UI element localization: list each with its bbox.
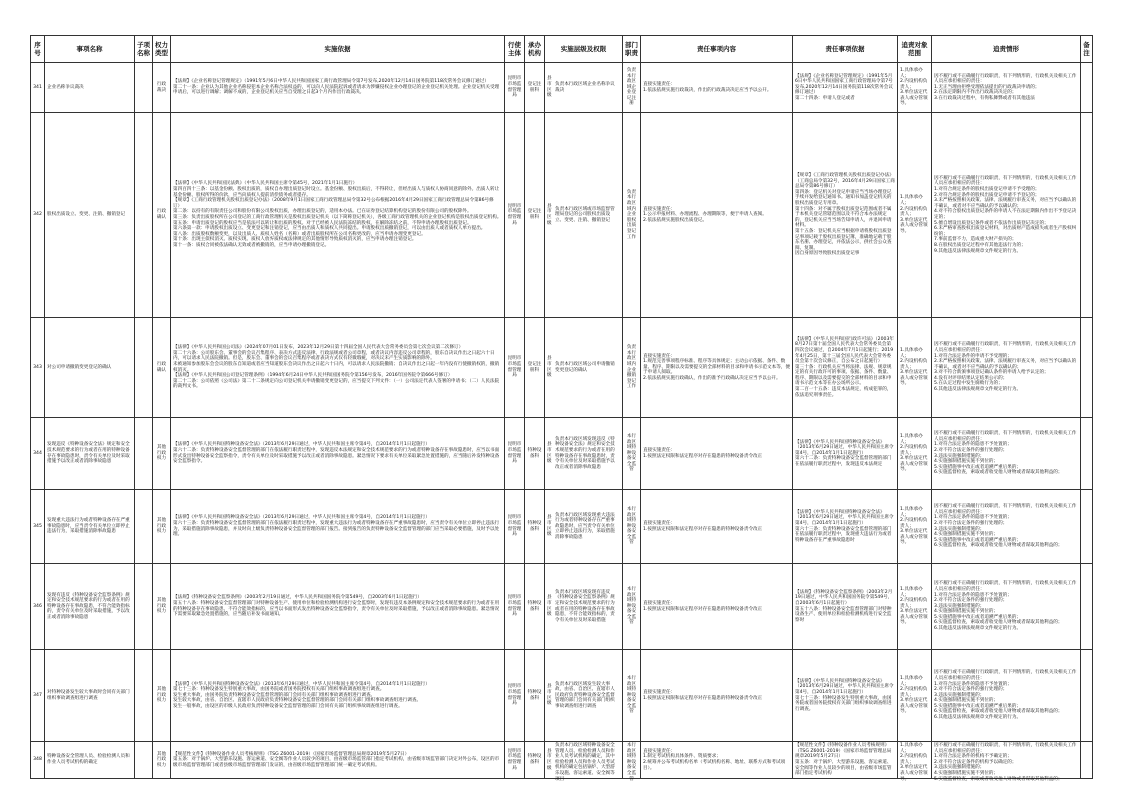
cell-unit: [623, 564, 641, 650]
cell-duty: [641, 318, 793, 418]
cell-situation-text: 因不履行或不正确履行行政职责，有下列情形的，行政机关及相关工作人员应承担相应的责任： 1.对符合法定条件的隐患不予处置的； 2.对不符合法定条件的强行处理的； 3.违法实施强制措施的； 4.实施强制措施实施不到位的； 5.实施措施事中改正或者追溯严重后果的； 6.实施监督检查，索取或者收受他人财物或者谋取其他利益的；: [934, 431, 1077, 476]
cell-duty-basis: [793, 318, 898, 418]
cell-note: [1081, 318, 1093, 418]
cell-name: [45, 490, 135, 564]
cell-basis-text: 【法律】《中华人民共和国特种设备安全法》（2013年6月29日通过，中华人民共和国主席令第4号，自2014年1月1日起施行） 第七十三条：特种设备发生特别重大事故，由国务院或者国务院授权有关部门组织事故调查组进行调查。 发生重大事故，由国务院负责特种设备安全监督管理的部门会同有关部门组织事故调查组进行调查。 发生较大事故，由省、自治区、直辖市人民政府负责特种设备安全监督管理的部门会同有关部门组织事故调查组进行调查。 发生一般事故，由设区的市级人民政府负责特种设备安全监督管理的部门会同有关部门组织事故调查组进行调查。: [173, 681, 430, 709]
cell-scope-text: 负责本行政区域公司申请撤销变更登记的确认: [555, 361, 615, 373]
cell-target-text: 1.具体承办人； 2.内设机构负责人； 3.单位法定代表人或分管领导。: [900, 675, 928, 715]
cell-situation-text: 因不履行或不正确履行行政职责，有下列情形的，行政机关及相关工作人员应承担相应的责任： 1.无正当理由拒绝受理依法提出的行政裁决申请的； 2.在法定期限内不作出行政裁决决定的； 3.在行政裁决过程中，有徇私舞弊或者有其他违法: [934, 73, 1077, 101]
header-duty-basis: 责任事项依据: [793, 36, 898, 63]
cell-level-text: 县市区级: [547, 515, 552, 538]
cell-duty-text: 直接实施责任： 1.依法依规实施行政裁决，作出的行政裁决决定应当予以公开。: [643, 81, 772, 93]
cell-name-text: 发现违反《特种设备安全法》规定和安全技术规范要求的行为或者在用的特种设备存在事故隐患时，责令有关单位及时采取措施予以改正或者消除事故隐患: [47, 442, 130, 465]
cell-duty-basis-text: 【法律】《中华人民共和国特种设备安全法》（2013年6月29日通过，中华人民共和国主席令第4号，自2014年1月1日起施行） 第六十二条：负责特种设备安全监督管理的部门在依法履行职责过程中，发现违反本法规定: [795, 439, 894, 467]
cell-target-text: 1.具体承办人； 2.内设机构负责人； 3.单位法定代表人或分管领导。: [900, 586, 928, 626]
cell-basis-text: 【法律】《中华人民共和国民法典》（中华人民共和国主席令第45号，2021年1月1日施行） 第四百四十三条：以基金份额、股权出质的，质权自办理出质登记时设立。基金份额、股权出质后，不得转让，但经出质人与质权人协商同意的除外。出质人转让基金份额、股权所得的价款，应当向质权人提前清偿债务或者提存。 【规章】《工商行政管理机关股权出质登记办法》（2008年9月1日国家工商行政管理总局令第32号公布根据2016年4月29日国家工商行政管理总局令第86号修订） 第二条：以持有的有限责任公司和股份有限公司股权出质，办理出质登记的，适用本办法。已在证券登记结算机构登记的股份有限公司的股权除外。 第三条：负责出质股权所在公司登记的工商行政管理机关是股权出质登记机关（以下简称登记机关），各级工商行政管理机关的企业登记机构是股权出质登记机构。 第五条：申请出质登记的股权应当是依法可以转让和出质的股权。对于已经被人民法院冻结的股权，在解除冻结之前，不得申请办理股权出质登记。 第六条第一款：申请股权出质设立、变更登记和注销登记，应当由出质人和质权人共同提出。申请股权出质撤销登记，可以由出质人或者质权人单方提出。 第八条：出质股权数额变更，以及出质人、质权人姓名（名称）或者出质股权所在公司名称更改的，应当申请办理变更登记。 第十条：出现主债权消灭、质权实现、质权人放弃质权或法律规定的其他情形导致质权消灭的，应当申请办理注销登记。 第十一条：质权合同被依法确认无效或者被撤销的，应当申请办理撤销登记。: [173, 181, 502, 248]
cell-dept: 特种设备科: [525, 650, 545, 742]
cell-level: [545, 113, 623, 318]
cell-unit-text: 本行政区域特种设备安全监管: [626, 586, 637, 626]
cell-scope-text: 负责本行政区域发生较大事故，由省、自治区、直辖市人民政府负责特种设备安全监督管理的部门会同有关部门组织事故调查组进行调查: [555, 681, 615, 709]
cell-target: [898, 63, 932, 113]
cell-subject: 昆明市市场监督管理局: [505, 650, 525, 742]
cell-type: 其他行政权力: [153, 742, 171, 779]
cell-target: [898, 564, 932, 650]
cell-target: [898, 418, 932, 490]
cell-name: [45, 742, 135, 779]
cell-unit: [623, 113, 641, 318]
cell-basis-text: 【规范性文件】《特种设备作业人员考核规则》（TSG Z6001-2019）（国家市场监督管理总局规章2019年5月27日） 第五条：对于锅炉、大型游乐设施、客运索道、安全阀等作业人员较少的项目，由省级市场监管部门指定考试机构，由省级市场监管部门决定对外公布，设区的市级市场监督管理部门或者县级市场监督管理部门发证的，由省级市场监督管理部门统一确定考试机构。: [173, 751, 500, 768]
cell-basis: [171, 564, 505, 650]
cell-type: 其他行政权力: [153, 490, 171, 564]
cell-situation-text: 因不履行或不正确履行行政职责，有下列情形的，行政机关及相关工作人员应承担相应的责任： 1.对符合法定条件的隐患不予处置的； 2.对不符合法定条件的强行处理的； 3.违法实施强制措施的； 4.实施强制措施实施不到位的； 5.实施措施事中改正或者追溯严重后果的； 6.实施监督检查，索取或者收受他人财物或者谋取其他利益的； 6.其他违反法律法规规章文件规定的行为。: [934, 670, 1077, 721]
cell-target-text: 1.具体承办人； 2.内设机构负责人； 3.单位法定代表人或分管领导。: [900, 506, 928, 546]
cell-name: 股权出质设立、变更、注销、撤销登记: [45, 113, 135, 318]
cell-note: [1081, 650, 1093, 742]
cell-seq: 344: [31, 418, 45, 490]
cell-unit-text: 本行政区域特种设备安全监管: [626, 433, 637, 473]
cell-target-text: 1.具体承办人； 2.内设机构负责人； 3.单位法定代表人或分管领导。: [900, 195, 928, 234]
cell-subject: 昆明市市场监督管理局: [505, 490, 525, 564]
cell-subject: 昆明市市场监督管理局: [505, 63, 525, 113]
cell-level-text: 县市区级: [547, 203, 552, 226]
cell-unit-text: 负责本行政区域内企业股权出质登记工作: [626, 189, 637, 240]
cell-duty: [641, 418, 793, 490]
header-row: [31, 36, 1093, 63]
cell-duty: [641, 564, 793, 650]
cell-seq: 346: [31, 564, 45, 650]
cell-dept: 登记注册科: [525, 318, 545, 418]
header-type: 权力类型: [153, 36, 171, 63]
cell-level: [545, 564, 623, 650]
cell-subject: 昆明市市场监督管理局: [505, 113, 525, 318]
cell-situation-text: 因不履行或不正确履行行政职责，有下列情形的，行政机关及相关工作人员应承担相应的责任： 1.对符合法定条件的隐患不予处置的； 2.对不符合法定条件的强行处理的； 3.违法实施强制措施的； 4.实施强制措施实施不到位的； 5.实施措施事中改正或者追溯严重后果的； 6.实施监督检查，索取或者收受他人财物或者谋取其他利益的；: [934, 504, 1077, 549]
cell-basis-text: 【法律】《中华人民共和国特种设备安全法》（2013年6月29日通过，中华人民共和国主席令第4号，自2014年1月1日起施行） 第六十三条：负责特种设备安全监督管理的部门在依法履行职责过程中，发现重大违法行为或者特种设备存在严重事故隐患时，应当责令有关单位立即停止违法行为，采取措施消除事故隐患，并及时向上级负责特种设备安全监督管理的部门报告。接到报告的负责特种设备安全监督管理的部门应当采取必要措施，及时予以处理。: [173, 515, 500, 538]
cell-unit: [623, 742, 641, 782]
cell-target: [898, 318, 932, 418]
cell-situation: [932, 742, 1081, 782]
cell-seq: 345: [31, 490, 45, 564]
cell-situation: [932, 318, 1081, 418]
table-row-346: [31, 564, 1093, 650]
cell-subname: [135, 742, 153, 779]
cell-duty-basis-text: 【法规】《特种设备安全监察条例》（2003年2月19日通过，中华人民共和国国务院令第549号，自2003年6月1日起施行） 第五十八条：特种设备安全监督管理部门对特种设备生产、使用单位和检验检测机构进行安全监察时: [795, 589, 893, 623]
table-row-345: [31, 490, 1093, 564]
header-duty: 责任事项内容: [641, 36, 793, 63]
cell-subject: 昆明市市场监督管理局: [505, 564, 525, 650]
cell-level-text: 县市区级: [547, 595, 552, 618]
cell-basis: [171, 318, 505, 418]
cell-subject: 昆明市市场监督管理局: [505, 418, 525, 490]
cell-level: [545, 63, 623, 113]
cell-scope-text: 负责本行政区域企业名称争议裁决: [555, 81, 615, 93]
cell-basis: [171, 742, 505, 779]
cell-duty-basis: [793, 564, 898, 650]
cell-duty-text: 直接实施责任： 1.按照法定权限和法定程序对存在隐患的特种设备责令改正: [643, 600, 763, 612]
cell-scope-text: 负责本行政区域发现有违反《特种设备安全监察条例》规定和安全技术规范要求的行为或者在用的特种设备存在事故隐患，不符合能效指标的，责令有关单位及时采取措施: [555, 589, 615, 623]
table-row-341: [31, 63, 1093, 113]
cell-note: [1081, 742, 1093, 779]
cell-note: [1081, 63, 1093, 113]
cell-situation-text: 因不履行或不正确履行行政职责，有下列情形的，行政机关及相关工作人员应承担相应的责任： 1.对符合规定条件的股权出质登记申请不予受理的； 2.对符合规定条件的股权出质登记申请不予登记的； 3.未严格按照相关政策、法律、法规履行审查义务，对应当予以确认的不确认，或者对不应当确认的予以确认的； 4.对不符合股权出质登记条件的申请人不在法定期限内作出不予登记决定的； 5.擅自增设出质登记条件或者不依法作出质登记决定的； 6.未严格审查股权出质登记材料，对出质财产造成损失或者生产股权纠纷的； 7.事前监督不力，造成重大财产损失的； 8.在股权出质登记过程中有其他违法行为的； 9.其他违反法律法规规章文件规定的行为。: [934, 175, 1077, 254]
cell-unit-text: 负责本行政区域内企业撤销登记工作: [626, 345, 637, 390]
cell-situation-text: 因不履行或不正确履行行政职责，有下列情形的，行政机关及相关工作人员应承担相应的责任： 1.对符合法定条件的机构不予确定的； 2.对不符合法定条件的机构予以确定的； 3.违法实施强制措施的； 4.实施强制措施实施不到位的； 5.实施监督检查，索取或者收受他人财物或者谋取其他利益的；: [934, 743, 1077, 782]
cell-note: [1081, 113, 1093, 318]
cell-type: 行政确认: [153, 113, 171, 318]
cell-dept: 登记注册科: [525, 63, 545, 113]
cell-level-text: 县市区级: [547, 76, 552, 99]
cell-unit: [623, 318, 641, 418]
cell-seq: 348: [31, 742, 45, 779]
cell-basis-text: 【法律】《中华人民共和国公司法》（2024年07月01日发布，2023年12月29日第十四届全国人民代表大会常务委员会第七次会议第二次修订） 第二十六条：公司股东会、董事会的会议召集程序、表决方式违反法律、行政法规或者公司章程，或者决议内容违反公司章程的，股东自决议作出之日起六十日内，可以请求人民法院撤销。但是，股东会、董事会的会议召集程序或者表决方式仅有轻微瑕疵，对决议未产生实质影响的除外。 未被通知参加股东会会议的股东自知道或者应当知道股东会决议作出之日起六十日内，可以请求人民法院撤销；自决议作出之日起一年内没有行使撤销权的，撤销权消灭。 【法规】《中华人民共和国公司登记管理条例》（1994年6月24日中华人民共和国国务院令第156号发布，2016年国务院令第666号修订） 第二十二条：公司依照《公司法》第二十二条规定向公司登记机关申请撤销变更登记的，应当提交下列文件：（一）公司法定代表人签署的申请书；（二）人民法院的裁判文书。: [173, 345, 500, 390]
table-row-342: [31, 113, 1093, 318]
cell-duty-basis: [793, 650, 898, 742]
cell-basis-text: 【法规】《企业名称登记管理规定》（1991年5月6日中华人民共和国国家工商行政管理局令第7号发布,2020年12月14日国务院第118次常务会议修订通过） 第二十一条：企业认为其他企业名称侵犯本企业名称合法权益的，可以向人民法院起诉或者请求为涉嫌侵权企业办理登记的企业登记机关处理。企业登记机关受理申请后，可以进行调解；调解不成的，企业登记机关应当自受理之日起3个月内作出行政裁决。: [173, 79, 500, 96]
header-situation: 追责情形: [932, 36, 1081, 63]
cell-duty: [641, 113, 793, 318]
table-row-344: [31, 418, 1093, 490]
cell-note: [1081, 564, 1093, 650]
cell-duty-basis: [793, 490, 898, 564]
cell-duty: [641, 742, 793, 779]
header-name: 事项名称: [45, 36, 135, 63]
cell-scope-text: 负责本行政区域发现重大违法行为或者特种设备存在严重事故隐患时，应当责令有关单位立即停止违法行为，采取措施消除事故隐患: [555, 512, 615, 540]
power-list-sheet: [30, 35, 1092, 782]
cell-unit-text: 本行政区域特种设备安全监管: [626, 743, 637, 782]
header-level: 实施层级及权限: [545, 36, 623, 63]
cell-type: 其他行政权力: [153, 418, 171, 490]
cell-level-text: 县市区级: [547, 356, 552, 379]
cell-situation: [932, 650, 1081, 742]
cell-target-text: 1.具体承办人； 2.内设机构负责人； 3.单位法定代表人或分管领导。: [900, 743, 928, 782]
cell-duty-basis: [793, 418, 898, 490]
table-row-343: [31, 318, 1093, 418]
header-unit: 部门职责: [623, 36, 641, 63]
table-row-348: [31, 742, 1093, 779]
cell-subname: [135, 418, 153, 490]
cell-dept-text: 特种设备科: [527, 754, 542, 765]
cell-basis-text: 【法规】《特种设备安全监察条例》（2003年2月19日通过，中华人民共和国国务院令第549号，自2003年6月1日起施行） 第五十八条：特种设备安全监督管理部门对特种设备生产、使用单位和检验检测机构进行安全监察时，发现有违反本条例规定和安全技术规范要求的行为或者在用的特种设备存在事故隐患、不符合能效指标的，应当以书面形式发出特种设备安全监察指令，责令有关单位及时采取措施，予以改正或者消除事故隐患。紧急情况下需要采取紧急处置措施的，应当随后补发书面通知。: [173, 595, 500, 618]
cell-duty-basis-text: 【法律】《中华人民共和国特种设备安全法》（2013年6月29日通过，中华人民共和国主席令第4号，自2014年1月1日起施行） 第六十三条：负责特种设备安全监督管理的部门在依法履行职责过程中，发现重大违法行为或者特种设备存在严重事故隐患时: [795, 509, 894, 543]
cell-unit-text: 本行政区域特种设备安全监管: [626, 675, 637, 715]
cell-duty: [641, 490, 793, 564]
cell-level-text: 县市区级: [547, 748, 552, 771]
cell-duty-basis: [793, 113, 898, 318]
cell-subname: [135, 564, 153, 650]
cell-duty-basis-text: 【法律】《中华人民共和国行政许可法》（2003年8月27日第十届全国人民代表大会常务委员会第四次会议通过，自2004年7月1日起施行；2019年4月25日，第十三届全国人民代表大会常务委员会第十次会议修正，自公布之日起施行） 第三十条：行政机关应当将法律、法规、规章规定的有关行政许可的事项、依据、条件、数量、程序、期限以及需要提交的全部材料的目录和申请书示范文本等在办公场所公示。 第二百一十五条：违反本法规定，构成犯罪的，依法追究刑事责任。: [795, 336, 894, 398]
cell-subname: [135, 490, 153, 564]
cell-duty-text: 直接实施责任： 1.按照法定权限和法定程序对存在隐患的特种设备责令改正: [643, 520, 763, 532]
cell-name: [45, 650, 135, 742]
table-row-347: [31, 650, 1093, 742]
cell-level: [545, 418, 623, 490]
cell-note: [1081, 418, 1093, 490]
cell-level-text: 县市区级: [547, 684, 552, 707]
cell-seq: 341: [31, 63, 45, 113]
cell-type: 其他行政权力: [153, 564, 171, 650]
cell-subject-text: 昆明市市场监督管理局: [507, 748, 522, 771]
cell-duty-basis: [793, 63, 898, 113]
cell-situation-text: 因不履行或不正确履行行政职责，有下列情形的，行政机关及相关工作人员应承担相应的责任： 1.对符合法定条件的申请不予受理的； 2.未严格按照相关政策、法律、法规履行审查义务，对应当予以确认的不确认，或者对不应当确认的予以确认的； 3.对不符合新颁事项登记确认条件的申请人给予认定的； 4.没有对评审结果认定结果公示的； 5.在认定过程中发生腐败行为的； 6.其他违反法律法规规章文件规定的行为。: [934, 342, 1077, 393]
cell-basis-text: 【法律】《中华人民共和国特种设备安全法》（2013年6月29日通过，中华人民共和国主席令第4号，自2014年1月1日起施行） 第六十二条：负责特种设备安全监督管理的部门在依法履行职责过程中，发现违反本法规定和安全技术规范要求的行为或者特种设备存在事故隐患时，应当以书面形式发出特种设备安全监察指令，责令有关单位及时采取措施予以改正或者消除事故隐患。紧急情况下要求有关单位采取紧急处置措施的，应当随后补发特种设备安全监察指令。: [173, 442, 500, 465]
cell-situation: [932, 113, 1081, 318]
cell-seq: 343: [31, 318, 45, 418]
cell-subname: [135, 113, 153, 318]
cell-unit: [623, 650, 641, 742]
cell-level: [545, 742, 623, 782]
cell-duty: [641, 63, 793, 113]
cell-subname: [135, 318, 153, 418]
cell-seq: 347: [31, 650, 45, 742]
cell-target-text: 1.具体承办人； 2.内设机构负责人； 3.单位法定代表人或分管领导。: [900, 433, 928, 473]
cell-subname: [135, 650, 153, 742]
cell-duty-text: 直接实施责任： 1.按照法定权限和法定程序对存在隐患的特种设备责令改正: [643, 689, 763, 701]
cell-subject: 昆明市市场监督管理局: [505, 318, 525, 418]
header-subname: 子项名称: [135, 36, 153, 63]
cell-target-text: 1.具体承办人； 2.内设机构负责人； 3.单位法定代表人或分管领导。: [900, 347, 928, 387]
cell-duty-basis-text: 【法规】《企业名称登记管理规定》（1991年5月6日中华人民共和国国家工商行政管理局令第7号发布,2020年12月14日国务院第118次常务会议修订通过） 第二十四条：申请人登记或者: [795, 73, 893, 101]
cell-dept: 特种设备科: [525, 418, 545, 490]
cell-type: 其他行政权力: [153, 650, 171, 742]
cell-target-text: 1.具体承办人； 2.内设机构负责人； 3.单位法定代表人或分管领导。: [900, 67, 928, 107]
cell-situation: [932, 63, 1081, 113]
cell-dept: 特种设备科: [525, 564, 545, 650]
cell-unit: [623, 490, 641, 564]
header-basis: 实施依据: [171, 36, 505, 63]
cell-basis: [171, 113, 505, 318]
cell-target: [898, 490, 932, 564]
cell-duty-basis-text: 【法律】《中华人民共和国特种设备安全法》（2013年6月29日通过，中华人民共和国主席令第4号，自2014年1月1日起施行） 第七十三条：特种设备发生特别重大事故，由国务院或者国务院授权有关部门组织事故调查组进行调查。: [795, 678, 894, 712]
cell-level: [545, 490, 623, 564]
cell-duty-text: 直接实施责任： 1.制定考试机构具体条件、资质要求； 2.统筹并公布考试机构名单（考试机构名称、地址、联系方式和考试项目）。: [643, 748, 786, 771]
cell-unit-text: 本行政区域特种设备安全监管: [626, 506, 637, 546]
cell-situation: [932, 490, 1081, 564]
cell-name: 对公司申请撤销变更登记的确认: [45, 318, 135, 418]
cell-name: [45, 564, 135, 650]
cell-situation-text: 因不履行或不正确履行行政职责，有下列情形的，行政机关及相关工作人员应承担相应的责任： 1.对符合法定条件的隐患不予处置的； 2.对不符合法定条件的强行处理的； 3.违法实施强制措施的； 4.实施强制措施实施不到位的； 5.实施措施事中改正或者追溯严重后果的； 6.实施监督检查，索取或者收受他人财物或者谋取其他利益的； 6.其他违反法律法规规章文件规定的行为。: [934, 581, 1077, 632]
cell-level: [545, 318, 623, 418]
cell-type: 行政确认: [153, 318, 171, 418]
cell-name: [45, 418, 135, 490]
cell-unit: [623, 418, 641, 490]
cell-situation: [932, 418, 1081, 490]
cell-unit: [623, 63, 641, 113]
cell-subject: [505, 742, 525, 779]
header-seq: 序号: [31, 36, 45, 63]
cell-duty-basis: [793, 742, 898, 779]
cell-duty: [641, 650, 793, 742]
cell-basis: [171, 63, 505, 113]
cell-dept: 特种设备科: [525, 490, 545, 564]
cell-duty-text: 直接实施责任： 1.按照法定权限和法定程序对存在隐患的特种设备责令改正: [643, 447, 763, 459]
cell-note: [1081, 490, 1093, 564]
header-dept: 承办机构: [525, 36, 545, 63]
cell-duty-basis-text: 【规章】《工商行政管理机关股权出质登记办法》（工商总局令第32号，2016年4月29日国家工商总局令第86号修订） 第四条：登记机关对登记申请应当当场办理登记手续并发给登记通知书。通知书加盖登记机关的股权出质登记专用章。 第十四条：对不属于股权出质登记范围或者不属于本机关登记管辖范围以及不符合本办法规定的，登记机关应当当场告知申请人，并退回申请材料。 第十五条：登记机关应当根据申请将股权出质登记事项记载于股权出质登记簿，准确地记载于股东名册、办理登记，并依法公示，供社会公众查阅、复制。 因自身原因导致股权出质登记事: [795, 173, 895, 257]
cell-level-text: 县市区级: [547, 442, 552, 465]
header-note: 备注: [1081, 36, 1093, 63]
cell-dept: 登记注册科: [525, 113, 545, 318]
cell-seq: 342: [31, 113, 45, 318]
cell-target: [898, 650, 932, 742]
cell-basis: [171, 490, 505, 564]
cell-name-text: 特种设备安全管理人员、检验检测人员和作业人员考试机构的确定: [47, 754, 130, 765]
header-subject: 行使主体: [505, 36, 525, 63]
cell-scope-text: 负责本行政区域发现违反《特种设备安全法》规定和安全技术规范要求的行为或者在用的特种设备存在事故隐患时，责令有关单位及时采取措施予以改正或者消除事故隐患: [555, 436, 615, 470]
cell-target: [898, 113, 932, 318]
cell-basis: [171, 650, 505, 742]
cell-duty-text: 直接实施责任： 1.规范完善事项程序标准、程序等具体规定；主动公示依据、条件、数量、程序、期限以及需要提交的全部材料的目录和申请书示范文本等，便于申请人阅取。 2.依法依规实施行政确认，作出的准予行政确认决定应当予以公开。: [643, 353, 791, 381]
cell-unit-text: 负责本行政区域企业登记注册: [626, 67, 637, 107]
cell-name-text: 对特种设备发生较大事故时会同有关部门组织事故调查组进行调查: [47, 689, 130, 701]
cell-duty-text: 直接实施责任： 1.公示申报材料、办理流程、办理期限等，便于申请人查阅。 2.依法依规实施股权出质登记。: [643, 206, 767, 223]
cell-basis: [171, 418, 505, 490]
cell-dept: [525, 742, 545, 779]
cell-name-text: 发现有违反《特种设备安全监察条例》规定和安全技术规范要求的行为或者在用的特种设备存在事故隐患，不符合能效指标的，责令有关单位及时采取措施，予以改正或者消除事故隐患: [47, 592, 130, 620]
cell-target: [898, 742, 932, 782]
cell-name: 企业名称争议裁决: [45, 63, 135, 113]
header-target: 追责对象范围: [898, 36, 932, 63]
cell-scope-text: 负责本行政区域特种设备安全管理人员、检验检测人员和作业人员考试机构的确定，其中检验检测人员和作业人员考试机构的确定包括锅炉、大型游乐设施、客运索道、安全阀等项目: [555, 743, 615, 782]
cell-type: 行政裁决: [153, 63, 171, 113]
cell-subname: [135, 63, 153, 113]
cell-situation: [932, 564, 1081, 650]
power-list-table: [30, 35, 1093, 782]
cell-duty-basis-text: 【规范性文件】《特种设备作业人员考核规则》（TSG Z6001-2019）（国家市场监督管理总局规章2019年5月27日） 第五条：对于锅炉、大型游乐设施、客运索道、安全阀等作业人员较少的项目，由省级市场监管部门指定考试机构: [795, 743, 892, 777]
cell-scope-text: 负责本行政区域或市场监督管理局登记的公司股权出质设立、变更、注销、撤销登记: [555, 206, 615, 223]
cell-name-text: 发现重大违法行为或者特种设备存在严重事故隐患时，应当责令有关单位立即停止违法行为，采取措施消除事故隐患: [47, 518, 130, 535]
cell-level: [545, 650, 623, 742]
